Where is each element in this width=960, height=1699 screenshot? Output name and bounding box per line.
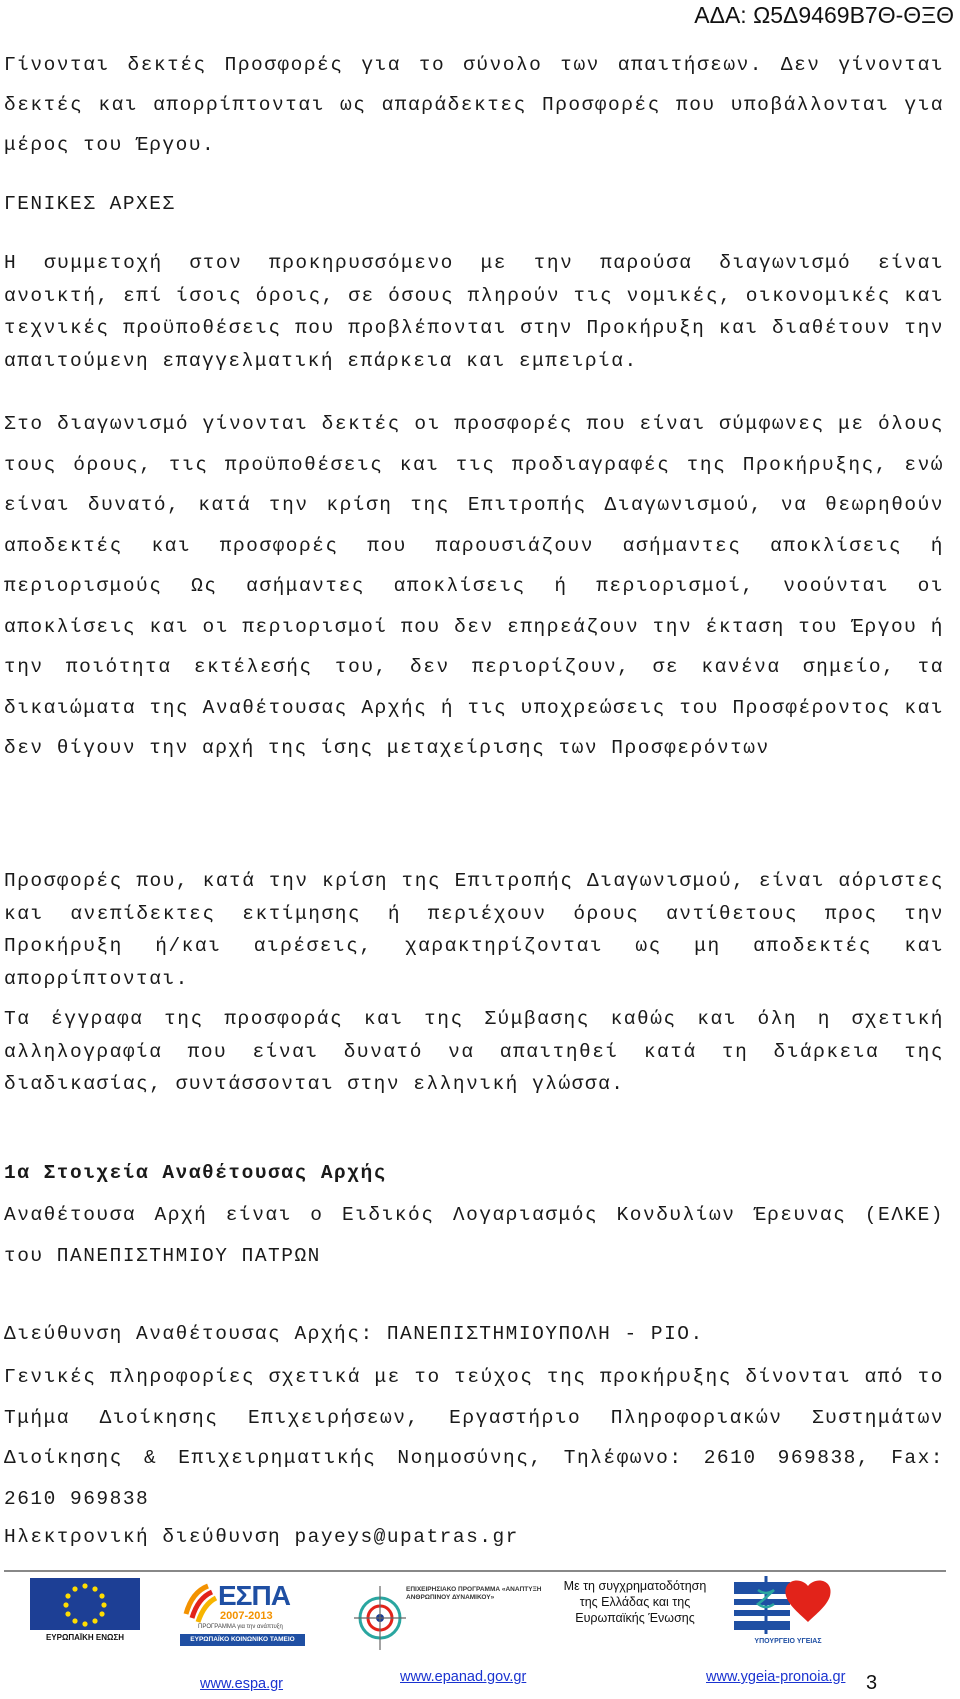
eu-flag-logo xyxy=(30,1578,140,1644)
espa-tagline: ΠΡΟΓΡΑΜΜΑ για την ανάπτυξη xyxy=(198,1624,283,1630)
epanad-caption: ΕΠΙΧΕΙΡΗΣΙΑΚΟ ΠΡΟΓΡΑΜΜΑ «ΑΝΑΠΤΥΞΗ ΑΝΘΡΩΠΙΝΟΥ ΔΥΝΑΜΙΚΟΥ» xyxy=(406,1586,542,1601)
epanad-logo xyxy=(350,1578,545,1660)
intro-paragraph: Γίνονται δεκτές Προσφορές για το σύνολο των απαιτήσεων. Δεν γίνονται δεκτές και απορρίπτονται ως απαράδεκτες Προσφορές που υποβάλλονται για μέρος του Έργου. xyxy=(4,54,944,156)
espa-logo xyxy=(180,1580,305,1648)
general-principles-heading: ΓΕΝΙΚΕΣ ΑΡΧΕΣ xyxy=(4,193,176,215)
general-paragraph-rejection: Προσφορές που, κατά την κρίση της Επιτροπής Διαγωνισμού, είναι αόριστες και ανεπίδεκτες εκτίμησης ή περιέχουν όρους αντίθετους προς την Προκήρυξη ή/και αιρέσεις, χαρακτηρίζονται ως μη αποδεκτές και απορρίπτονται. xyxy=(4,870,944,990)
cofunding-text: Με τη συγχρηματοδότηση της Ελλάδας και της Ευρωπαϊκής Ένωσης xyxy=(563,1579,707,1625)
general-paragraph-participation: Η συμμετοχή στον προκηρυσσόμενο με την παρούσα διαγωνισμό είναι ανοικτή, επί ίσοις όροις, σε όσους πληρούν τις νομικές, οικονομικές και τεχνικές προϋποθέσεις που προβλέπονται στην Προκήρυξη και διαθέτουν την απαιτούμενη επαγγελματική επάρκεια και εμπειρία. xyxy=(4,252,944,372)
general-paragraph-language: Τα έγγραφα της προσφοράς και της Σύμβασης καθώς και όλη η σχετική αλληλογραφία που είναι δυνατό να απαιτηθεί κατά τη διάρκεια της διαδικασίας, συντάσσονται στην ελληνική γλώσσα. xyxy=(4,1008,944,1095)
health-ministry-caption: ΥΠΟΥΡΓΕΙΟ ΥΓΕΙΑΣ xyxy=(754,1638,822,1645)
health-ministry-logo xyxy=(728,1572,848,1652)
page-number: 3 xyxy=(866,1672,878,1694)
general-paragraph-acceptance: Στο διαγωνισμό γίνονται δεκτές οι προσφορές που είναι σύμφωνες με όλους τους όρους, τις προϋποθέσεις και τις προδιαγραφές της Προκήρυξης, ενώ είναι δυνατό, κατά την κρίση της Επιτροπής Διαγωνισμού, να θεωρηθούν αποδεκτές και προσφορές που παρουσιάζουν ασήμαντες αποκλίσεις ή περιορισμούς Ως ασήμαντες αποκλίσεις ή περιορισμοί, νοούνται οι αποκλίσεις και οι περιορισμοί που δεν επηρεάζουν την έκταση του Έργου ή την ποιότητα εκτέλεσής του, δεν περιορίζουν, σε κανένα σημείο, τα δικαιώματα της Αναθέτουσας Αρχής ή τις υποχρεώσεις του Προσφέροντος και δεν θίγουν την αρχή της ίσης μεταχείρισης των Προσφερόντων xyxy=(4,413,944,759)
contracting-authority-paragraph: Αναθέτουσα Αρχή είναι ο Ειδικός Λογαριασμός Κονδυλίων Έρευνας (ΕΛΚΕ) του ΠΑΝΕΠΙΣΤΗΜΙΟΥ ΠΑΤΡΩΝ xyxy=(4,1204,944,1267)
section-1a-heading: 1α Στοιχεία Αναθέτουσας Αρχής xyxy=(4,1162,387,1184)
ygeia-link[interactable]: www.ygeia-pronoia.gr xyxy=(706,1669,846,1685)
email-address: Ηλεκτρονική διεύθυνση payeys@upatras.gr xyxy=(4,1526,519,1548)
ada-code: ΑΔΑ: Ω5Δ9469Β7Θ-ΘΞΘ xyxy=(694,2,954,28)
general-info-paragraph: Γενικές πληροφορίες σχετικά με το τεύχος της προκήρυξης δίνονται από το Τμήμα Διοίκησης Επιχειρήσεων, Εργαστήριο Πληροφοριακών Συστημάτων Διοίκησης & Επιχειρηματικής Νοημοσύνης, Τηλέφωνο: 2610 969838, Fax: 2610 969838 xyxy=(4,1366,944,1510)
eu-caption: ΕΥΡΩΠΑΪΚΗ ΕΝΩΣΗ xyxy=(45,1633,125,1642)
espa-link[interactable]: www.espa.gr xyxy=(200,1676,284,1692)
epanad-link[interactable]: www.epanad.gov.gr xyxy=(400,1669,527,1685)
espa-years: 2007-2013 xyxy=(220,1610,273,1622)
espa-caption: ΕΥΡΩΠΑΪΚΟ ΚΟΙΝΩΝΙΚΟ ΤΑΜΕΙΟ xyxy=(190,1636,295,1643)
contracting-authority-address: Διεύθυνση Αναθέτουσας Αρχής: ΠΑΝΕΠΙΣΤΗΜΙΟΥΠΟΛΗ - ΡΙΟ. xyxy=(4,1323,704,1345)
espa-title: ΕΣΠΑ xyxy=(218,1580,290,1611)
